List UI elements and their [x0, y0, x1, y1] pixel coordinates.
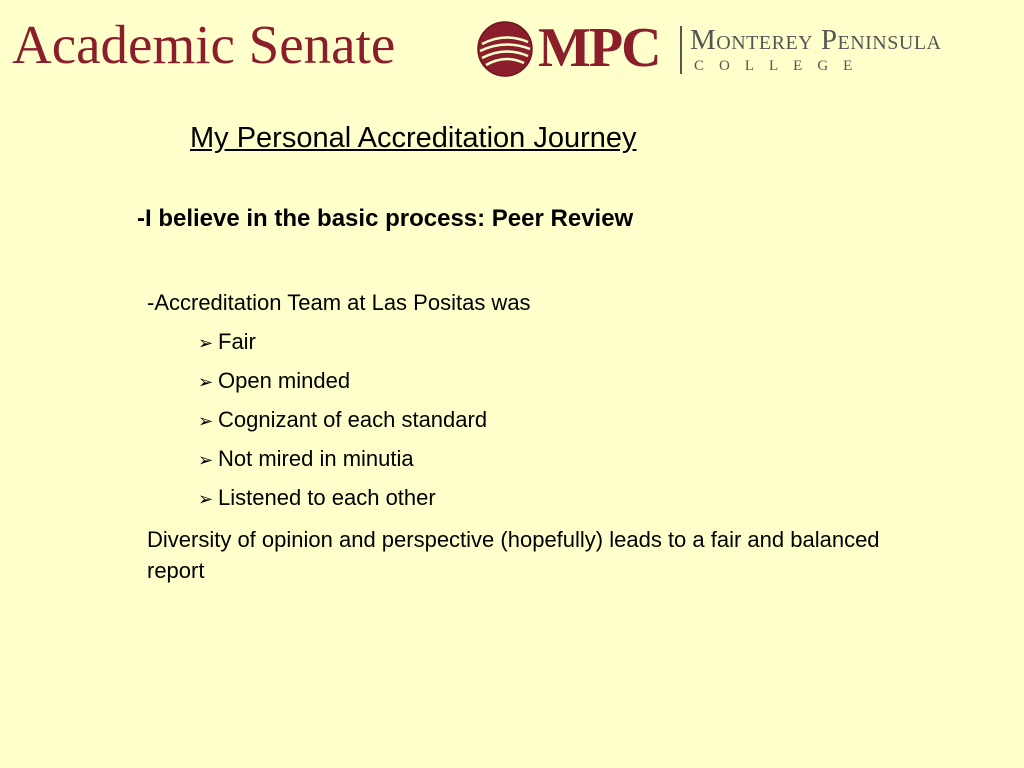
arrowhead-bullet-icon: ➢ [198, 489, 214, 510]
bullet-text: Listened to each other [218, 485, 436, 510]
logo-abbreviation: MPC [538, 17, 660, 79]
bullet-text: Not mired in minutia [218, 446, 414, 471]
list-item [198, 367, 487, 406]
bullet-text: Fair [218, 329, 256, 354]
mpc-logo [476, 17, 1021, 80]
bullet-text: Cognizant of each standard [218, 407, 488, 432]
logo-divider [680, 26, 682, 74]
arrowhead-bullet-icon: ➢ [198, 450, 214, 471]
bullet-list [198, 328, 487, 523]
list-item [198, 406, 487, 445]
arrowhead-bullet-icon: ➢ [198, 333, 214, 354]
header-title: Academic Senate [12, 14, 396, 75]
arrowhead-bullet-icon: ➢ [198, 372, 214, 393]
logo-college-name: Monterey Peninsula [690, 24, 942, 56]
arrowhead-bullet-icon: ➢ [198, 411, 214, 432]
mpc-emblem-icon [476, 20, 534, 78]
bullet-text: Open minded [218, 368, 351, 393]
conclusion-text: Diversity of opinion and perspective (hopefully) leads to a fair and balanced report [147, 527, 880, 583]
list-item [198, 328, 487, 367]
list-item [198, 445, 487, 484]
slide-title: My Personal Accreditation Journey [190, 122, 637, 154]
logo-college-subtitle: COLLEGE [694, 58, 868, 74]
lead-statement: -I believe in the basic process: Peer Review [137, 205, 634, 232]
team-intro-text: -Accreditation Team at Las Positas was [147, 290, 531, 315]
list-item [198, 484, 487, 523]
